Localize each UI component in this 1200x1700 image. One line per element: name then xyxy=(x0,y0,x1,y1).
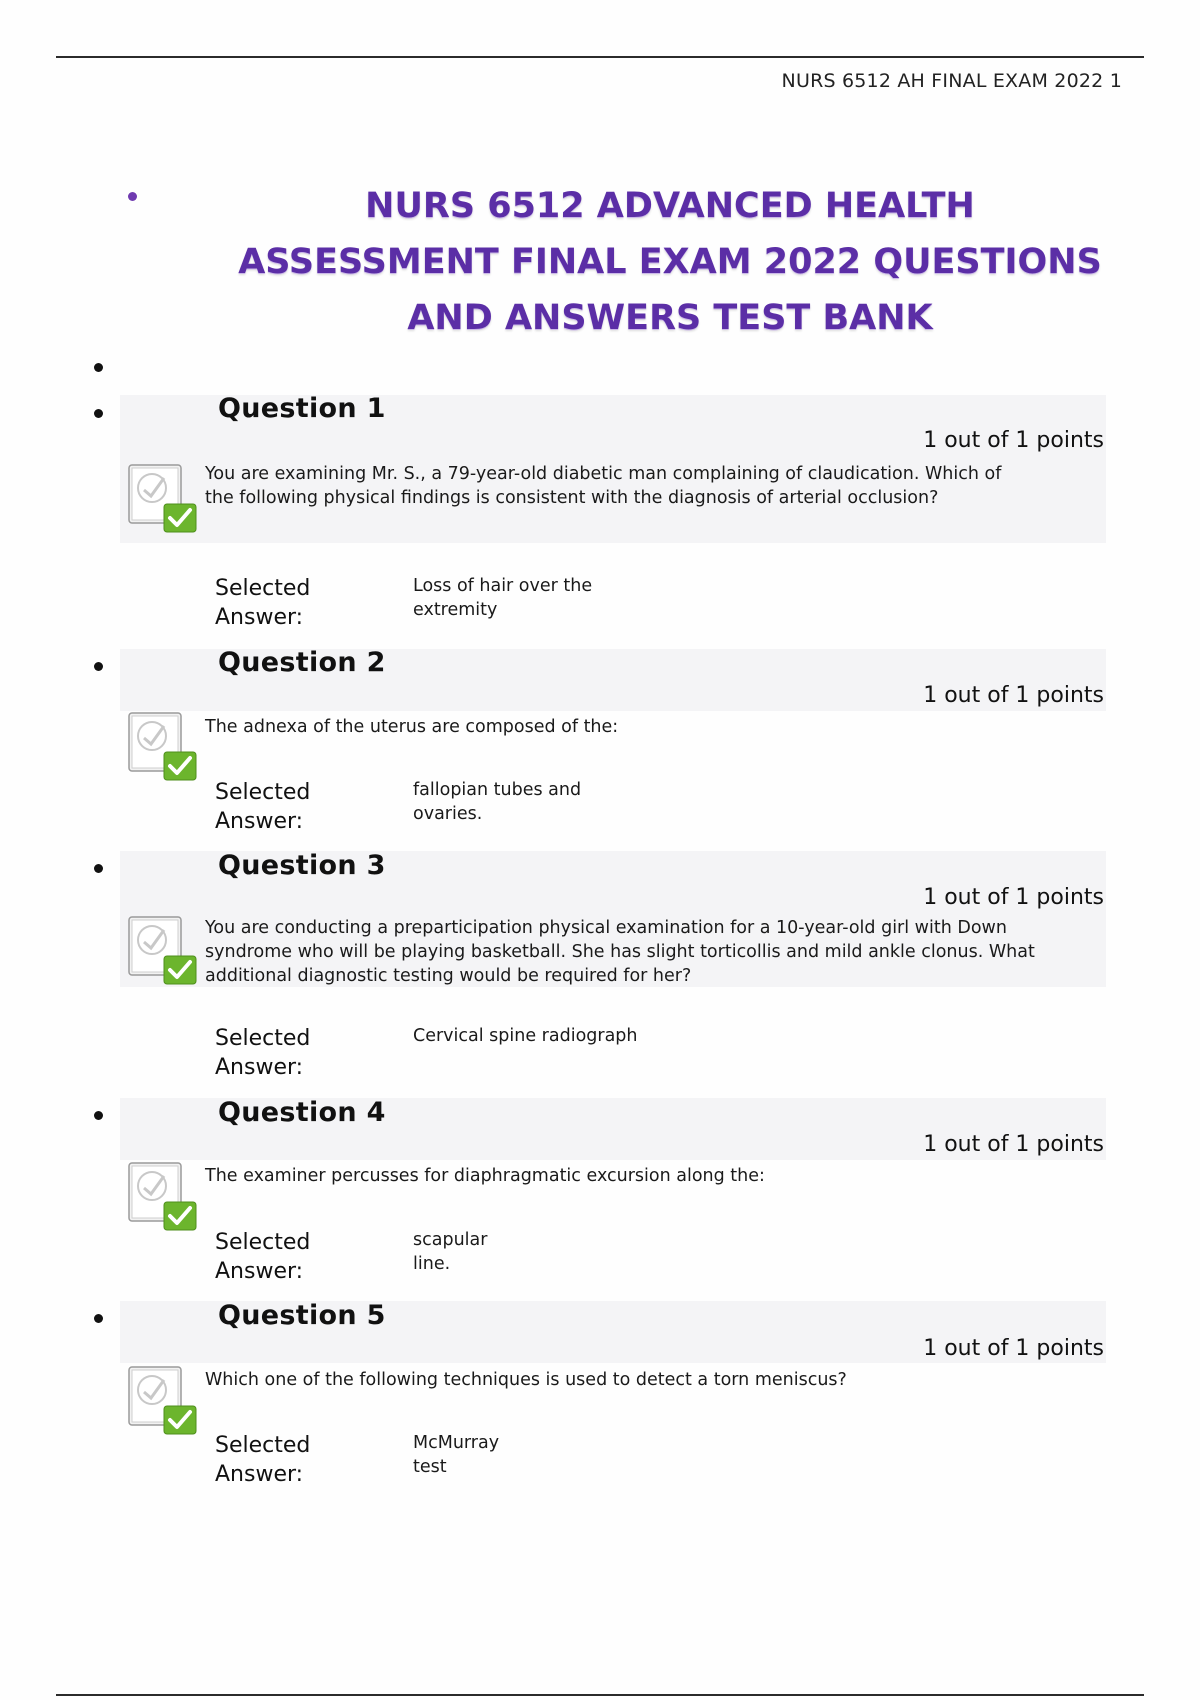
question-bullet xyxy=(94,864,103,873)
selected-answer: Loss of hair over the extremity xyxy=(413,576,593,620)
question-bullet xyxy=(94,662,103,671)
question-text: You are conducting a preparticipation physical examination for a 10-year-old girl with Down syndrome who will be playing basketball. She has slight torticollis and mild ankle clonus. What additional diagnostic testing would be required for her? xyxy=(205,918,1035,986)
bottom-rule xyxy=(56,1694,1144,1696)
running-header: NURS 6512 AH FINAL EXAM 2022 1 xyxy=(781,70,1122,92)
document-title: NURS 6512 ADVANCED HEALTH ASSESSMENT FINAL EXAM 2022 QUESTIONS AND ANSWERS TEST BANK xyxy=(238,186,1102,338)
selected-answer-label: Selected Answer: xyxy=(215,1230,311,1284)
correct-answer-check-icon xyxy=(128,464,198,534)
question-text: The adnexa of the uterus are composed of the: xyxy=(205,717,619,737)
question-title: Question 5 xyxy=(218,1300,386,1331)
question-title: Question 4 xyxy=(218,1097,386,1128)
question-points: 1 out of 1 points xyxy=(923,1336,1104,1361)
question-title: Question 3 xyxy=(218,850,386,881)
question-title: Question 1 xyxy=(218,393,386,424)
selected-answer-label: Selected Answer: xyxy=(215,1026,311,1080)
correct-answer-check-icon xyxy=(128,1366,198,1436)
question-text: You are examining Mr. S., a 79-year-old diabetic man complaining of claudication. Which of the following physical findings is consistent with the diagnosis of arterial occlusion? xyxy=(205,464,1002,508)
selected-answer-label: Selected Answer: xyxy=(215,780,311,834)
selected-answer-label: Selected Answer: xyxy=(215,1433,311,1487)
selected-answer: McMurray test xyxy=(413,1433,500,1477)
question-points: 1 out of 1 points xyxy=(923,428,1104,453)
empty-bullet xyxy=(94,363,103,372)
correct-answer-check-icon xyxy=(128,712,198,782)
correct-answer-check-icon xyxy=(128,916,198,986)
question-title: Question 2 xyxy=(218,647,386,678)
question-bullet xyxy=(94,1111,103,1120)
selected-answer: scapular line. xyxy=(413,1230,488,1274)
selected-answer: Cervical spine radiograph xyxy=(413,1026,638,1046)
correct-answer-check-icon xyxy=(128,1162,198,1232)
selected-answer: fallopian tubes and ovaries. xyxy=(413,780,582,824)
question-points: 1 out of 1 points xyxy=(923,1132,1104,1157)
question-points: 1 out of 1 points xyxy=(923,885,1104,910)
selected-answer-label: Selected Answer: xyxy=(215,576,311,630)
question-text: Which one of the following techniques is used to detect a torn meniscus? xyxy=(205,1370,847,1390)
question-bullet xyxy=(94,1314,103,1323)
title-bullet xyxy=(128,192,137,201)
question-bullet xyxy=(94,409,103,418)
top-rule xyxy=(56,56,1144,58)
question-text: The examiner percusses for diaphragmatic excursion along the: xyxy=(205,1166,765,1186)
question-points: 1 out of 1 points xyxy=(923,683,1104,708)
